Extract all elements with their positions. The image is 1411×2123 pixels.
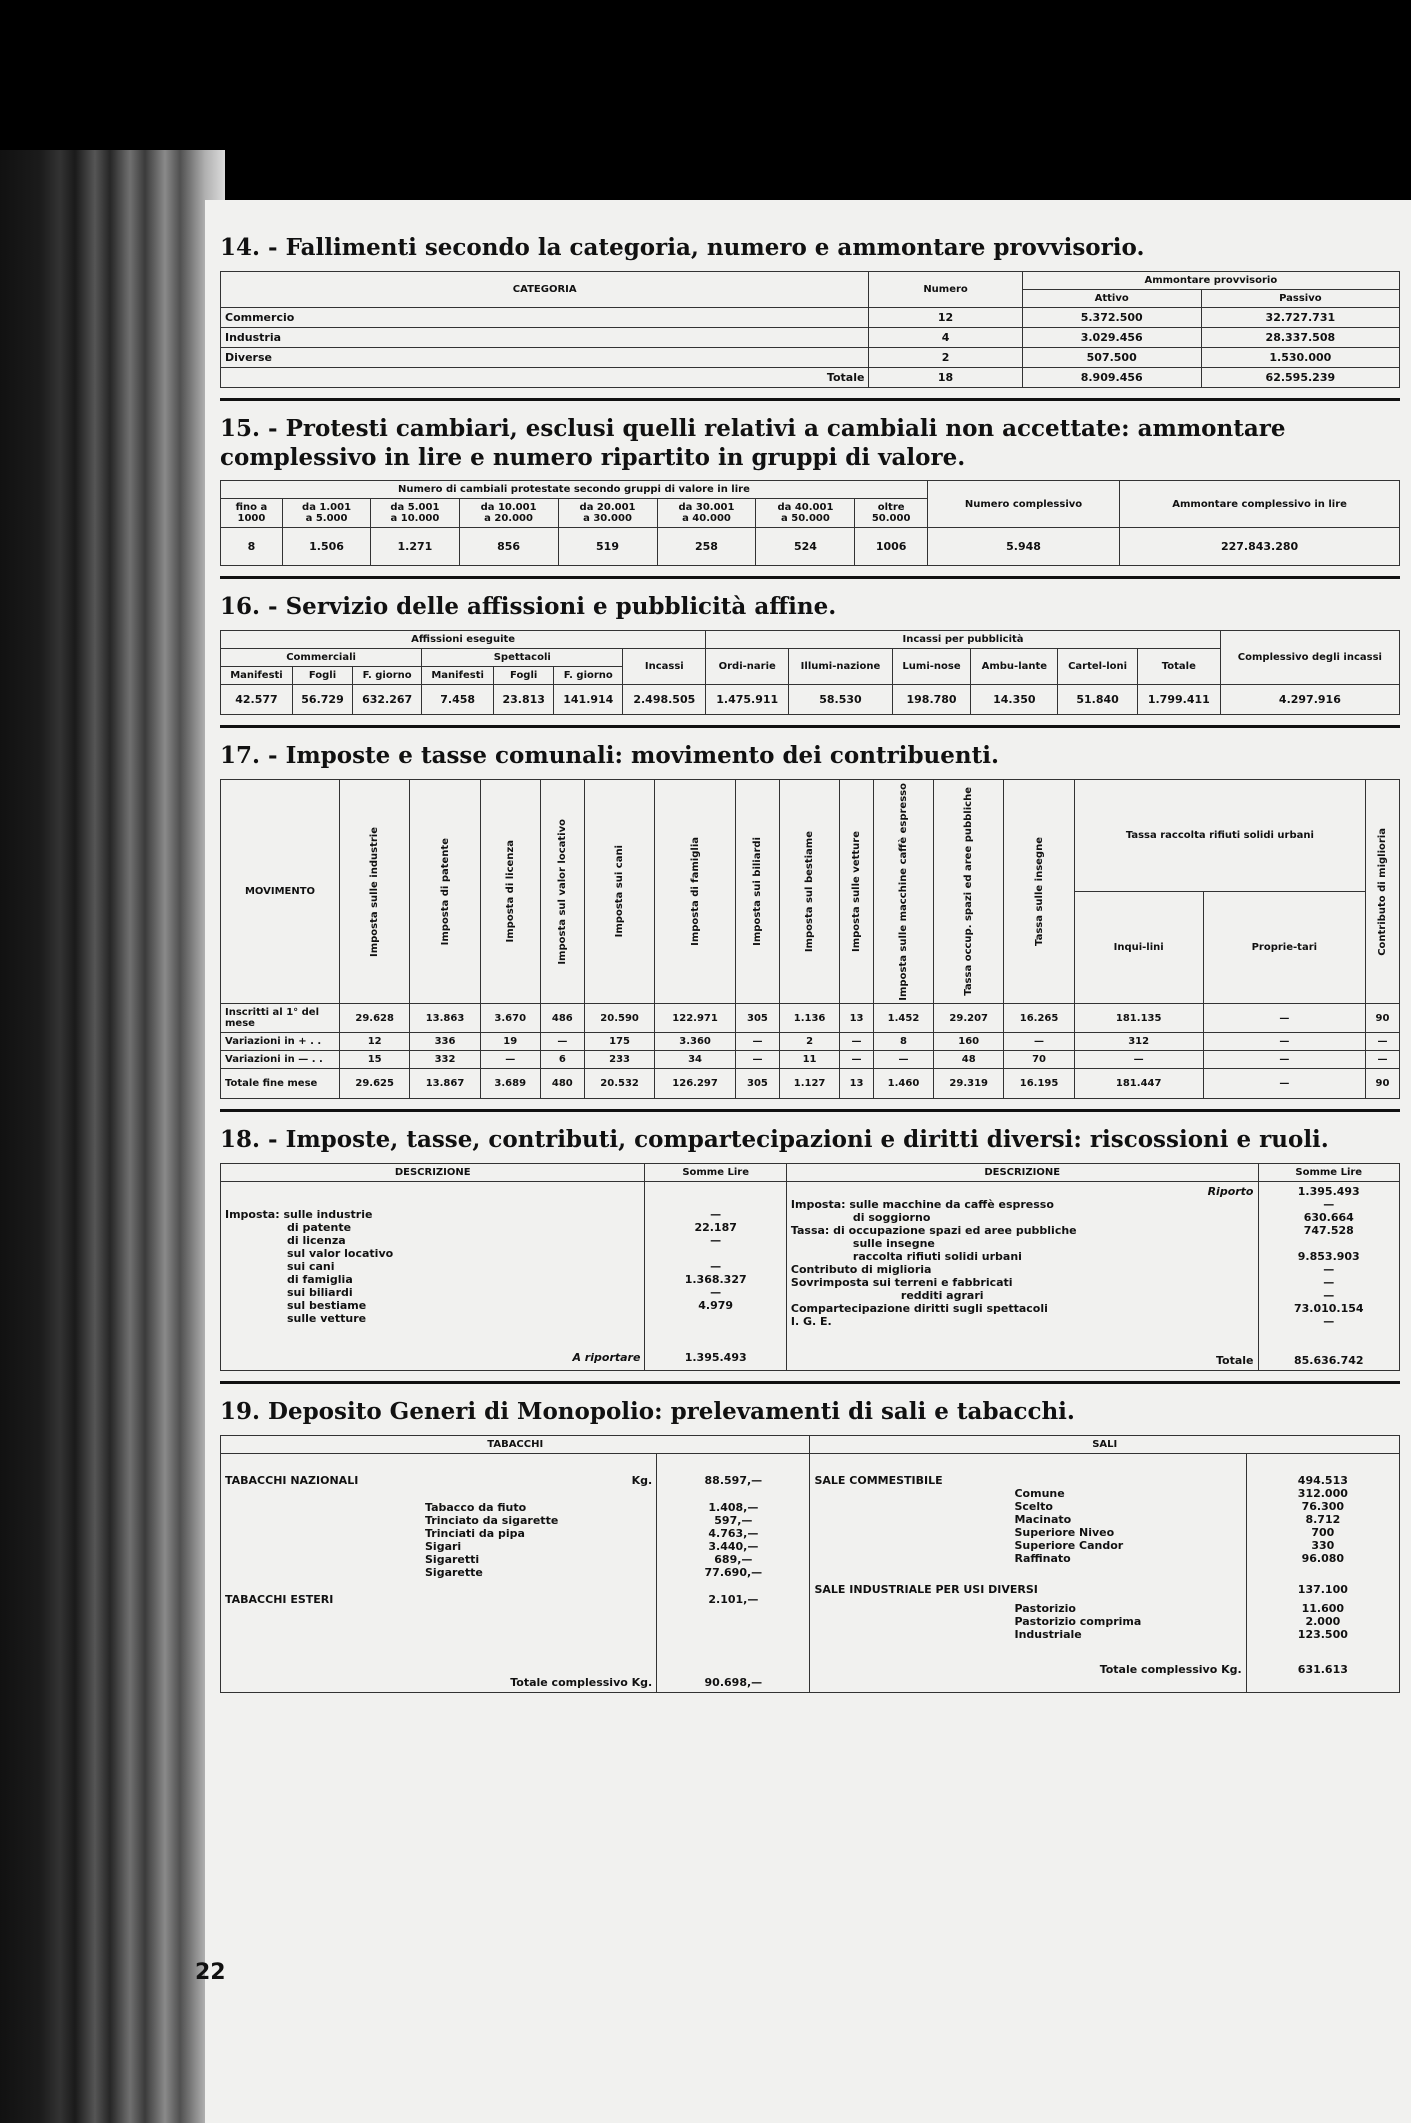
table-cell: 336 [410, 1033, 480, 1051]
table-cell: 29.628 [340, 1004, 410, 1033]
table-cell: — [1203, 1051, 1365, 1069]
table-cell: 90 [1366, 1069, 1400, 1099]
cell-value: 14.350 [971, 685, 1058, 715]
cell-numero: 12 [869, 307, 1022, 327]
cell-passivo: 1.530.000 [1201, 347, 1399, 367]
cell-passivo: 32.727.731 [1201, 307, 1399, 327]
table-row [221, 307, 1400, 327]
total-label: Totale [221, 367, 869, 387]
table-cell: 20.590 [584, 1004, 654, 1033]
cell-value: 23.813 [494, 685, 554, 715]
cell-categoria: Industria [221, 327, 869, 347]
divider [220, 1109, 1400, 1112]
table-cell: 16.195 [1004, 1069, 1074, 1099]
table-cell: — [873, 1051, 933, 1069]
table-row [221, 1033, 1400, 1051]
table-cell: — [1203, 1069, 1365, 1099]
cell-numero: 2 [869, 347, 1022, 367]
table-cell: 13 [840, 1004, 874, 1033]
table-cell: 3.689 [480, 1069, 540, 1099]
right-labels: Riporto Imposta: sulle macchine da caffè espresso di soggiorno Tassa: di occupazione spazi ed aree pubbliche sulle insegne raccolta rifiuti solidi urbani Contributo di miglioria Sovrimposta sui terreni e fabbricati redditi agrari Compartecipazione diritti sugli spettacoli I. G. E. Totale [786, 1182, 1258, 1371]
table-cell: 13.863 [410, 1004, 480, 1033]
header-range: da 5.001 a 10.000 [371, 499, 459, 528]
table-cell: 480 [540, 1069, 584, 1099]
header-contributo: Contributo di miglioria [1366, 779, 1400, 1004]
book-binding-edge [0, 150, 225, 2123]
header-somme: Somme Lire [1258, 1164, 1400, 1182]
header-manifesti: Manifesti [422, 667, 494, 685]
table-protesti [220, 480, 1400, 566]
cell-value: 1.506 [282, 528, 370, 566]
header-range: da 40.001 a 50.000 [756, 499, 855, 528]
header-col: Imposta sulle vetture [840, 779, 874, 1004]
total-row [221, 367, 1400, 387]
table-row [221, 1004, 1400, 1033]
cell-value: 258 [657, 528, 756, 566]
cell-value: 856 [459, 528, 558, 566]
section-19-title: 19. Deposito Generi di Monopolio: prelevamenti di sali e tabacchi. [220, 1398, 1075, 1426]
sali-values: 494.513 312.000 76.300 8.712 700 330 96.080 137.100 11.600 2.000 123.500 631.613 [1246, 1453, 1399, 1692]
cell-value: 4.297.916 [1220, 685, 1399, 715]
table-cell: 90 [1366, 1004, 1400, 1033]
table-cell: 175 [584, 1033, 654, 1051]
header-range: da 10.001 a 20.000 [459, 499, 558, 528]
cell-passivo: 28.337.508 [1201, 327, 1399, 347]
section-18-title: 18. - Imposte, tasse, contributi, compartecipazioni e diritti diversi: riscossioni e ruoli. [220, 1126, 1329, 1154]
cell-categoria: Commercio [221, 307, 869, 327]
cell-value: 51.840 [1058, 685, 1138, 715]
table-cell: — [840, 1033, 874, 1051]
tabacchi-labels: TABACCHI NAZIONALI Kg. Tabacco da fiuto Trinciato da sigarette Trinciati da pipa Sigari Sigaretti Sigarette TABACCHI ESTERI Totale complessivo Kg. [221, 1453, 657, 1692]
header-passivo: Passivo [1201, 289, 1399, 307]
header-proprietari: Proprie-tari [1203, 892, 1365, 1004]
header-totale: Totale [1137, 649, 1220, 685]
header-cartelloni: Cartel-loni [1058, 649, 1138, 685]
divider [220, 576, 1400, 579]
total-row [221, 1069, 1400, 1099]
table-cell: 305 [735, 1004, 779, 1033]
table-cell: 19 [480, 1033, 540, 1051]
table-row [221, 347, 1400, 367]
table-affissioni [220, 630, 1400, 715]
table-imposte [220, 779, 1400, 1100]
table-cell: 1.460 [873, 1069, 933, 1099]
header-tabacchi: TABACCHI [221, 1435, 810, 1453]
header-ammontare-complessivo: Ammontare complessivo in lire [1120, 481, 1400, 528]
table-cell: — [1366, 1051, 1400, 1069]
header-fogli: Fogli [494, 667, 554, 685]
cell-value: 7.458 [422, 685, 494, 715]
cell-value: 1.271 [371, 528, 459, 566]
header-col: Imposta di patente [410, 779, 480, 1004]
table-cell: — [1074, 1051, 1203, 1069]
cell-value: 227.843.280 [1120, 528, 1400, 566]
table-cell: 1.127 [780, 1069, 840, 1099]
table-cell: 332 [410, 1051, 480, 1069]
table-cell: 2 [780, 1033, 840, 1051]
header-fgiorno: F. giorno [554, 667, 623, 685]
row-label: Variazioni in — . . [221, 1051, 340, 1069]
table-fallimenti [220, 271, 1400, 388]
header-range: da 1.001 a 5.000 [282, 499, 370, 528]
table-cell: — [1004, 1033, 1074, 1051]
tabacchi-values: 88.597,— 1.408,— 597,— 4.763,— 3.440,— 689,— 77.690,— 2.101,— 90.698,— [657, 1453, 810, 1692]
cell-attivo: 3.029.456 [1022, 327, 1201, 347]
table-row [221, 327, 1400, 347]
header-range: da 20.001 a 30.000 [558, 499, 657, 528]
header-col: Imposta sui biliardi [735, 779, 779, 1004]
table-cell: 29.625 [340, 1069, 410, 1099]
cell-value: 2.498.505 [623, 685, 706, 715]
table-cell: 1.452 [873, 1004, 933, 1033]
cell-value: 56.729 [292, 685, 352, 715]
header-manifesti: Manifesti [221, 667, 293, 685]
table-cell: 13.867 [410, 1069, 480, 1099]
divider [220, 725, 1400, 728]
cell-value: 1006 [855, 528, 927, 566]
header-col: Imposta di licenza [480, 779, 540, 1004]
header-gruppi: Numero di cambiali protestate secondo gruppi di valore in lire [221, 481, 928, 499]
header-attivo: Attivo [1022, 289, 1201, 307]
table-cell: — [735, 1051, 779, 1069]
row-label: Inscritti al 1° del mese [221, 1004, 340, 1033]
header-col: Tassa sulle insegne [1004, 779, 1074, 1004]
section-15-title: 15. - Protesti cambiari, esclusi quelli relativi a cambiali non accettate: ammontare complessivo in lire e numero ripartito in gruppi di valore. [220, 414, 1286, 471]
cell-value: 58.530 [789, 685, 893, 715]
header-col: Imposta sulle industrie [340, 779, 410, 1004]
page-content [220, 220, 1400, 1693]
cell-attivo: 507.500 [1022, 347, 1201, 367]
left-values: — 22.187 — — 1.368.327 — 4.979 1.395.493 [645, 1182, 786, 1371]
table-cell: 6 [540, 1051, 584, 1069]
table-cell: 29.319 [934, 1069, 1004, 1099]
table-cell: — [1203, 1033, 1365, 1051]
header-range: fino a 1000 [221, 499, 283, 528]
divider [220, 1381, 1400, 1384]
header-somme: Somme Lire [645, 1164, 786, 1182]
section-14-title: 14. - Fallimenti secondo la categoria, numero e ammontare provvisorio. [220, 234, 1145, 261]
header-luminose: Lumi-nose [892, 649, 971, 685]
table-cell: 305 [735, 1069, 779, 1099]
table-cell: 160 [934, 1033, 1004, 1051]
header-ammontare: Ammontare provvisorio [1022, 271, 1399, 289]
cell-numero: 4 [869, 327, 1022, 347]
header-range: da 30.001 a 40.000 [657, 499, 756, 528]
cell-value: 632.267 [353, 685, 422, 715]
page [205, 200, 1411, 2123]
header-commerciali: Commerciali [221, 649, 422, 667]
table-cell: 1.136 [780, 1004, 840, 1033]
table-row [221, 1051, 1400, 1069]
cell-value: 1.475.911 [706, 685, 789, 715]
table-cell: 15 [340, 1051, 410, 1069]
total-passivo: 62.595.239 [1201, 367, 1399, 387]
cell-value: 1.799.411 [1137, 685, 1220, 715]
header-numero-complessivo: Numero complessivo [927, 481, 1119, 528]
header-fogli: Fogli [292, 667, 352, 685]
header-col: Imposta sui cani [584, 779, 654, 1004]
table-cell: — [1203, 1004, 1365, 1033]
header-numero: Numero [869, 271, 1022, 307]
header-ordinarie: Ordi-narie [706, 649, 789, 685]
table-cell: 20.532 [584, 1069, 654, 1099]
left-labels: Imposta: sulle industrie di patente di licenza sul valor locativo sui cani di famiglia sui biliardi sul bestiame sulle vetture A riportare [221, 1182, 645, 1371]
table-cell: — [840, 1051, 874, 1069]
total-numero: 18 [869, 367, 1022, 387]
cell-value: 5.948 [927, 528, 1119, 566]
table-riscossioni [220, 1163, 1400, 1371]
cell-categoria: Diverse [221, 347, 869, 367]
table-cell: 29.207 [934, 1004, 1004, 1033]
table-cell: 3.670 [480, 1004, 540, 1033]
total-attivo: 8.909.456 [1022, 367, 1201, 387]
cell-value: 519 [558, 528, 657, 566]
divider [220, 398, 1400, 401]
cell-attivo: 5.372.500 [1022, 307, 1201, 327]
right-values: 1.395.493 — 630.664 747.528 9.853.903 — — — 73.010.154 — 85.636.742 [1258, 1182, 1400, 1371]
table-cell: 126.297 [655, 1069, 736, 1099]
cell-value: 524 [756, 528, 855, 566]
header-col: Imposta di famiglia [655, 779, 736, 1004]
cell-value: 198.780 [892, 685, 971, 715]
table-row [221, 1453, 1400, 1692]
header-spettacoli: Spettacoli [422, 649, 623, 667]
table-cell: 181.135 [1074, 1004, 1203, 1033]
table-cell: 3.360 [655, 1033, 736, 1051]
cell-value: 141.914 [554, 685, 623, 715]
table-cell: — [735, 1033, 779, 1051]
header-inquilini: Inqui-lini [1074, 892, 1203, 1004]
section-17-title: 17. - Imposte e tasse comunali: movimento dei contribuenti. [220, 742, 999, 769]
header-incassi-pubblicita: Incassi per pubblicità [706, 631, 1221, 649]
table-cell: 8 [873, 1033, 933, 1051]
header-sali: SALI [810, 1435, 1400, 1453]
header-movimento: MOVIMENTO [221, 779, 340, 1004]
header-ambulante: Ambu-lante [971, 649, 1058, 685]
row-label: Variazioni in + . . [221, 1033, 340, 1051]
header-col: Imposta sul bestiame [780, 779, 840, 1004]
page-number: 22 [195, 1960, 226, 1985]
table-cell: 34 [655, 1051, 736, 1069]
table-cell: 13 [840, 1069, 874, 1099]
header-affissioni: Affissioni eseguite [221, 631, 706, 649]
table-cell: — [480, 1051, 540, 1069]
header-col: Imposta sulle macchine caffè espresso [873, 779, 933, 1004]
header-illuminazione: Illumi-nazione [789, 649, 893, 685]
header-categoria: CATEGORIA [221, 271, 869, 307]
header-descrizione: DESCRIZIONE [221, 1164, 645, 1182]
table-cell: 181.447 [1074, 1069, 1203, 1099]
table-cell: 11 [780, 1051, 840, 1069]
table-row [221, 528, 1400, 566]
table-row [221, 685, 1400, 715]
table-cell: 486 [540, 1004, 584, 1033]
table-cell: 48 [934, 1051, 1004, 1069]
sali-labels: SALE COMMESTIBILE Comune Scelto Macinato Superiore Niveo Superiore Candor Raffinato SALE INDUSTRIALE PER USI DIVERSI Pastorizio Pastorizio comprima Industriale Totale complessivo Kg. [810, 1453, 1246, 1692]
table-cell: — [540, 1033, 584, 1051]
total-label: Totale fine mese [221, 1069, 340, 1099]
cell-value: 42.577 [221, 685, 293, 715]
header-tassa-rifiuti: Tassa raccolta rifiuti solidi urbani [1074, 779, 1365, 891]
header-col: Tassa occup. spazi ed aree pubbliche [934, 779, 1004, 1004]
table-cell: 12 [340, 1033, 410, 1051]
table-monopolio [220, 1435, 1400, 1693]
table-cell: 122.971 [655, 1004, 736, 1033]
table-cell: 312 [1074, 1033, 1203, 1051]
table-row [221, 1182, 1400, 1371]
table-cell: 233 [584, 1051, 654, 1069]
cell-value: 8 [221, 528, 283, 566]
table-cell: — [1366, 1033, 1400, 1051]
table-cell: 70 [1004, 1051, 1074, 1069]
table-cell: 16.265 [1004, 1004, 1074, 1033]
header-col: Imposta sul valor locativo [540, 779, 584, 1004]
header-range: oltre 50.000 [855, 499, 927, 528]
header-incassi: Incassi [623, 649, 706, 685]
header-descrizione: DESCRIZIONE [786, 1164, 1258, 1182]
header-fgiorno: F. giorno [353, 667, 422, 685]
header-complessivo: Complessivo degli incassi [1220, 631, 1399, 685]
section-16-title: 16. - Servizio delle affissioni e pubblicità affine. [220, 593, 837, 621]
